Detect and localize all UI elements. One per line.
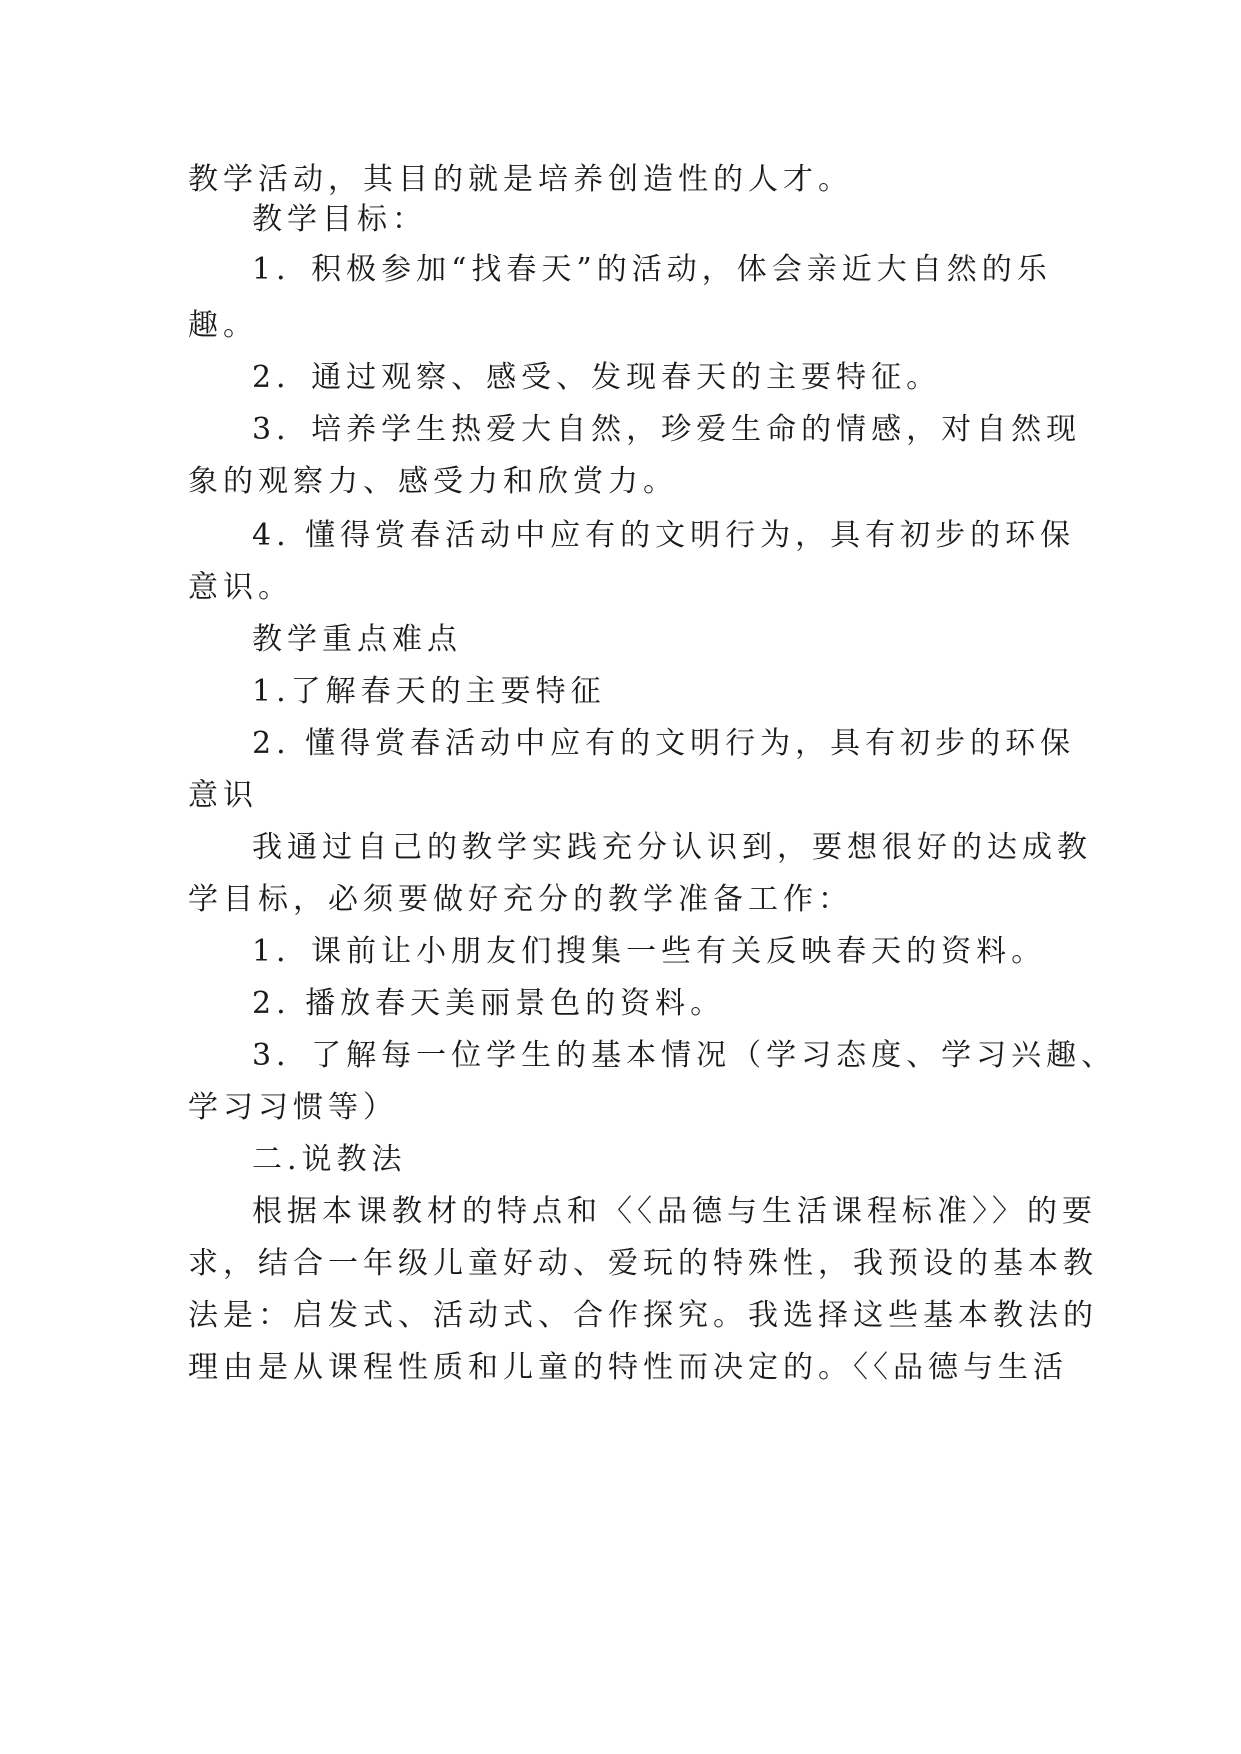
body-text-line: 学目标，必须要做好充分的教学准备工作：: [188, 882, 853, 917]
body-text-line: 趣。: [188, 308, 258, 343]
body-text-line: 教学活动，其目的就是培养创造性的人才。: [188, 162, 853, 197]
body-text-line: 意识: [188, 778, 258, 813]
body-text-line: 学习习惯等）: [188, 1090, 398, 1125]
body-text-line: 理由是从课程性质和儿童的特性而决定的。〈〈品德与生活: [188, 1350, 1068, 1385]
list-item: 1.了解春天的主要特征: [252, 674, 606, 709]
list-item: 3．了解每一位学生的基本情况（学习态度、学习兴趣、: [252, 1038, 1117, 1073]
body-text-line: 法是：启发式、活动式、合作探究。我选择这些基本教法的: [188, 1298, 1098, 1333]
section-heading: 教学目标：: [252, 202, 427, 237]
section-heading: 二.说教法: [252, 1142, 407, 1177]
body-text-line: 求，结合一年级儿童好动、爱玩的特殊性，我预设的基本教: [188, 1246, 1098, 1281]
list-item: 2. 懂得赏春活动中应有的文明行为，具有初步的环保: [252, 726, 1076, 761]
list-item: 2．通过观察、感受、发现春天的主要特征。: [252, 360, 942, 395]
list-item: 1．课前让小朋友们搜集一些有关反映春天的资料。: [252, 934, 1047, 969]
list-item: 2. 播放春天美丽景色的资料。: [252, 986, 726, 1021]
list-item: 1．积极参加“找春天”的活动，体会亲近大自然的乐: [252, 252, 1052, 287]
body-text-line: 我通过自己的教学实践充分认识到，要想很好的达成教: [252, 830, 1092, 865]
body-text-line: 象的观察力、感受力和欣赏力。: [188, 464, 678, 499]
body-text-line: 意识。: [188, 570, 293, 605]
list-item: 4. 懂得赏春活动中应有的文明行为，具有初步的环保: [252, 518, 1076, 553]
list-item: 3．培养学生热爱大自然，珍爱生命的情感，对自然现: [252, 412, 1082, 447]
section-heading: 教学重点难点: [252, 622, 462, 657]
body-text-line: 根据本课教材的特点和〈〈品德与生活课程标准〉〉的要: [252, 1194, 1097, 1229]
